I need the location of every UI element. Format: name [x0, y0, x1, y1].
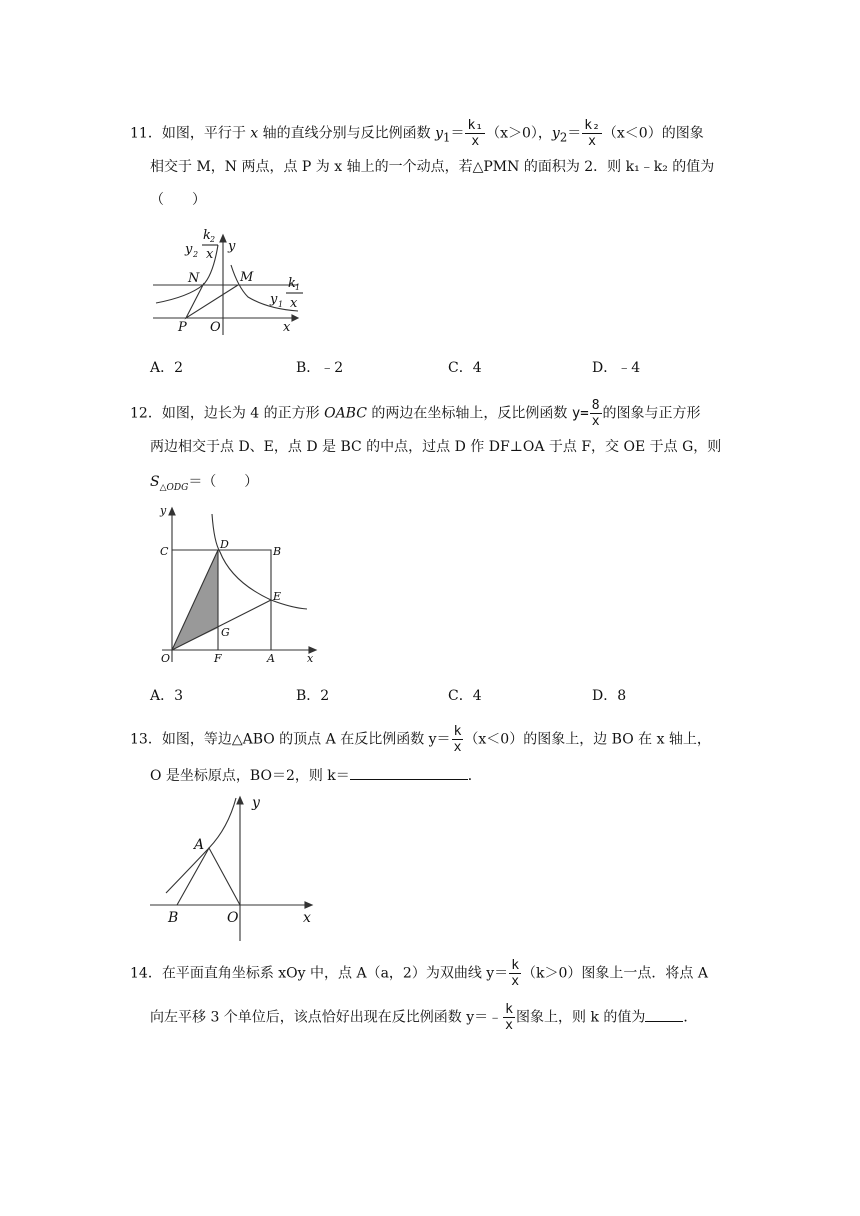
q11-text-1: 如图，平行于	[161, 125, 251, 142]
q14-line-2	[150, 1002, 697, 1033]
q12-line-2: 两边相交于点 D、E，点 D 是 BC 的中点，过点 D 作 DF⊥OA 于点 F，交 OE 于点 G，则	[150, 439, 722, 455]
q12-line-1	[130, 398, 701, 429]
q13-fig-y: y	[252, 795, 260, 811]
q11-fig-O: O	[210, 320, 221, 335]
q13-frac-den: x	[453, 740, 462, 755]
q14-frac1-den: x	[511, 974, 520, 989]
q12-text-1: 如图，边长为 4 的正方形	[161, 405, 325, 422]
q11-fig-k1: k	[288, 276, 296, 291]
q11-frac1-den: x	[471, 134, 480, 149]
q13-y-arrow	[237, 797, 243, 804]
q11-y1-sub: 1	[443, 130, 451, 145]
q14-frac2-den: x	[505, 1018, 513, 1033]
q12-hyperbola	[212, 514, 307, 609]
q13-frac-num: k	[453, 724, 462, 739]
q11-fig-P: P	[178, 320, 187, 335]
q11-option-b[interactable]: B．﹣2	[296, 360, 344, 376]
q13-fig-A: A	[194, 837, 205, 853]
q14-text-1: 在平面直角坐标系 xOy 中，点 A（a，2）为双曲线 y＝	[161, 965, 509, 982]
q11-line-2: 相交于 M，N 两点，点 P 为 x 轴上的一个动点，若△PMN 的面积为 2．则 k₁﹣k₂ 的值为	[150, 159, 715, 175]
q11-y1: y	[435, 125, 444, 142]
q11-fig-y1sub: 1	[278, 300, 284, 309]
q12-figure	[152, 502, 322, 672]
q13-answer-blank[interactable]	[350, 765, 468, 780]
q11-fig-N: N	[188, 271, 200, 286]
q11-fig-x-axis-label: x	[283, 320, 291, 335]
q12-s: S	[150, 474, 160, 490]
q13-fig-O: O	[227, 910, 239, 926]
q12-s-sub: △ODG	[159, 482, 189, 493]
q11-frac1-num: k₁	[467, 118, 484, 133]
q11-y-arrow	[220, 235, 226, 242]
q11-triangle-pmn	[186, 283, 238, 318]
q12-option-d[interactable]: D．8	[592, 688, 627, 704]
q13-fig-x: x	[303, 910, 311, 926]
q14-frac2-num: k	[505, 1002, 513, 1017]
q13-fraction	[452, 724, 464, 755]
q12-fig-C: C	[160, 545, 169, 558]
q13-number: 13．	[130, 731, 162, 748]
q13-line2-text: O 是坐标原点，BO＝2，则 k＝	[150, 768, 350, 784]
q13-line-1	[130, 724, 711, 755]
q12-oabc: OABC	[324, 405, 367, 422]
q11-text-2: 轴的直线分别与反比例函数	[258, 125, 436, 142]
q11-eq-2: ＝	[567, 125, 582, 142]
q12-text-3: 的图象与正方形	[602, 405, 701, 422]
q14-fraction-2	[503, 1002, 515, 1033]
q12-fig-x: x	[307, 652, 314, 665]
q12-y-arrow	[169, 508, 175, 515]
q12-fig-D: D	[220, 538, 229, 551]
q11-fig-y1: y	[270, 292, 278, 307]
q11-fraction-2	[582, 118, 602, 149]
q11-cond-2: （x＜0）的图象	[602, 125, 704, 142]
q13-figure	[148, 793, 318, 943]
q11-option-d[interactable]: D．﹣4	[592, 360, 641, 376]
q14-answer-blank[interactable]	[645, 1007, 683, 1022]
q13-triangle-abo	[177, 848, 240, 905]
q11-number: 11．	[130, 125, 162, 142]
q14-line-1	[130, 958, 708, 989]
q12-fig-F: F	[214, 652, 222, 665]
q12-text-2: 的两边在坐标轴上，反比例函数	[366, 405, 572, 422]
q14-line2-a: 向左平移 3 个单位后，该点恰好出现在反比例函数 y＝﹣	[150, 1009, 503, 1026]
q11-option-a[interactable]: A．2	[150, 360, 184, 376]
q12-option-b[interactable]: B．2	[296, 688, 330, 704]
q11-line-1	[130, 118, 704, 149]
q11-fig-k1sub: 1	[295, 283, 301, 292]
q11-fig-x1-den: x	[290, 296, 298, 311]
q12-line3-rest: ＝（ ）	[188, 474, 259, 490]
q14-line2-b: 图象上，则 k 的值为	[516, 1009, 646, 1026]
q12-fig-O: O	[161, 652, 171, 665]
q14-line2-end: ．	[683, 1009, 698, 1026]
q14-frac1-num: k	[511, 958, 520, 973]
q13-x-arrow	[305, 902, 312, 908]
q12-option-c[interactable]: C．4	[448, 688, 482, 704]
q12-fig-A: A	[267, 652, 275, 665]
q12-yeq: y=	[571, 405, 589, 422]
q11-figure	[148, 225, 308, 340]
q11-fig-y2: y	[185, 242, 193, 257]
q11-fig-y-axis-label: y	[228, 239, 236, 254]
q12-frac-den: x	[591, 414, 600, 429]
q12-number: 12．	[130, 405, 162, 422]
q11-line-3: （ ）	[150, 192, 206, 208]
q11-fig-k2: k	[203, 228, 211, 243]
q11-fraction-1	[465, 118, 485, 149]
q12-line-3	[150, 472, 258, 498]
q14-text-2: （k＞0）图象上一点．将点 A	[522, 965, 708, 982]
q13-line2-end: ．	[467, 768, 482, 784]
q11-eq: ＝	[450, 125, 465, 142]
q14-number: 14．	[130, 965, 162, 982]
q12-fig-G: G	[221, 626, 230, 639]
q11-x-arrow	[292, 315, 298, 321]
q13-text-1: 如图，等边△ABO 的顶点 A 在反比例函数 y＝	[161, 731, 451, 748]
q11-fig-k2sub: 2	[210, 235, 216, 244]
q11-y2: y	[551, 125, 560, 142]
q12-frac-num: 8	[591, 398, 600, 413]
q12-fig-y: y	[160, 504, 167, 517]
q13-text-2: （x＜0）的图象上，边 BO 在 x 轴上，	[464, 731, 711, 748]
q12-option-a[interactable]: A．3	[150, 688, 184, 704]
q14-fraction-1	[509, 958, 521, 989]
q11-frac2-den: x	[588, 134, 596, 149]
q11-cond-1: （x＞0），	[486, 125, 552, 142]
q13-fig-B: B	[168, 910, 179, 926]
q13-line-2	[150, 765, 482, 786]
q11-var-x: x	[250, 125, 259, 142]
q12-fig-E: E	[273, 590, 282, 603]
q11-option-c[interactable]: C．4	[448, 360, 482, 376]
q11-fig-M: M	[240, 270, 254, 285]
q11-frac2-num: k₂	[584, 118, 600, 133]
q11-fig-x-den: x	[206, 247, 214, 262]
q11-fig-y2sub: 2	[193, 250, 199, 259]
q11-y2-sub: 2	[559, 130, 568, 145]
q12-fraction	[590, 398, 602, 429]
q12-fig-B: B	[273, 545, 282, 558]
